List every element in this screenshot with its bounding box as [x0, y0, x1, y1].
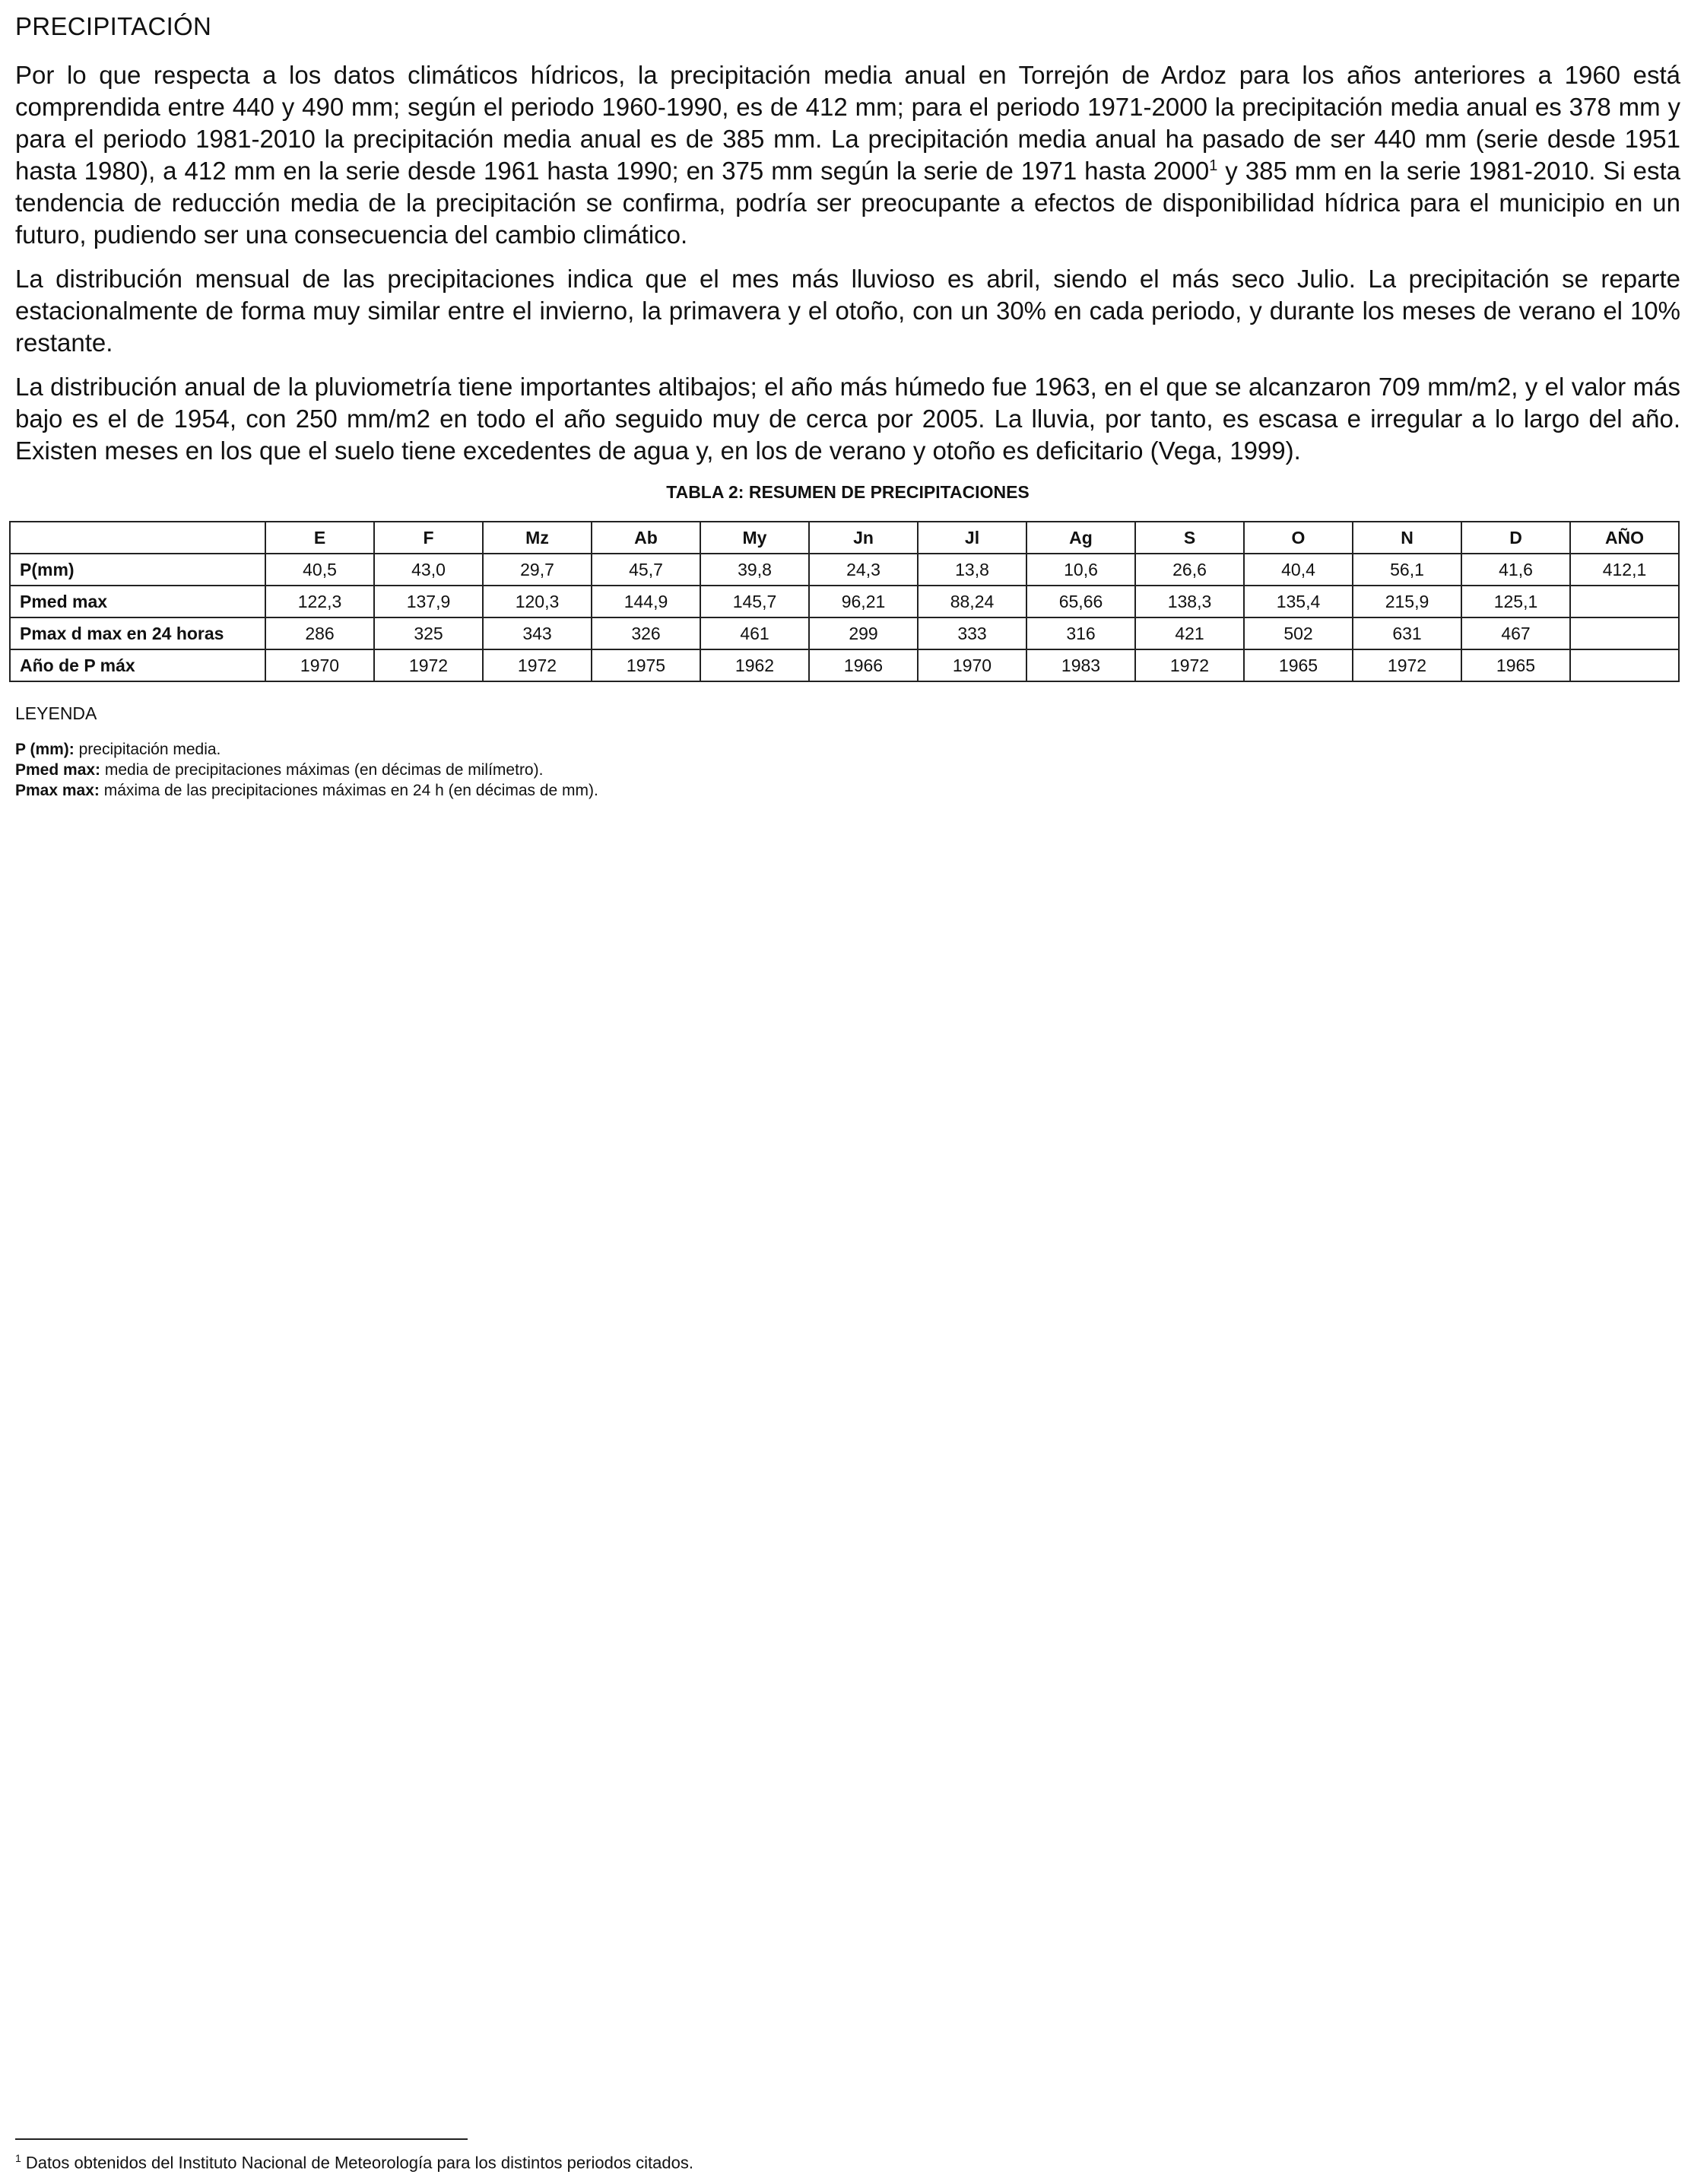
table-cell: 215,9 — [1353, 586, 1461, 617]
table-cell: 43,0 — [374, 554, 483, 586]
table-cell: 1962 — [700, 649, 809, 681]
table-cell: 1972 — [374, 649, 483, 681]
table-cell: 316 — [1026, 617, 1135, 649]
document-page — [15, 9, 1680, 801]
legend-term: Pmed max: — [15, 761, 101, 779]
table-cell: 135,4 — [1244, 586, 1353, 617]
table-cell: 1975 — [592, 649, 700, 681]
legend-description: máxima de las precipitaciones máximas en 24 h (en décimas de mm). — [99, 782, 598, 799]
table-header-cell: Ag — [1026, 522, 1135, 554]
table-cell: 1965 — [1244, 649, 1353, 681]
table-cell: 125,1 — [1461, 586, 1570, 617]
paragraph-text: y 385 mm en la serie 1981-2010. Si esta tendencia de reducción media de la precipitación se confirma, podría ser preocupante a efectos de disponibilidad hídrica para el municipio en un futuro, pudiendo ser una consecuencia del cambio climático. — [15, 157, 1681, 249]
table-row — [10, 586, 1679, 617]
table-header-cell — [10, 522, 265, 554]
table-cell: 1972 — [1353, 649, 1461, 681]
legend-term: Pmax max: — [15, 782, 100, 799]
table-cell: 10,6 — [1026, 554, 1135, 586]
table-cell: 39,8 — [700, 554, 809, 586]
row-label: Año de P máx — [10, 649, 265, 681]
table-row — [10, 649, 1679, 681]
table-cell: 137,9 — [374, 586, 483, 617]
legend-item — [15, 739, 1680, 760]
legend-term: P (mm): — [15, 741, 75, 758]
table-cell: 461 — [700, 617, 809, 649]
table-cell: 343 — [483, 617, 592, 649]
footnote-reference: 1 — [1209, 157, 1218, 174]
table-cell: 1970 — [918, 649, 1026, 681]
table-header-row — [10, 522, 1679, 554]
table-cell: 1970 — [265, 649, 374, 681]
table-cell: 1966 — [809, 649, 918, 681]
table-cell: 40,4 — [1244, 554, 1353, 586]
paragraph-annual-distribution: La distribución anual de la pluviometría tiene importantes altibajos; el año más húmedo fue 1963, en el que se alcanzaron 709 mm/m2, y el valor más bajo es el de 1954, con 250 mm/m2 en todo el año seguido muy de cerca por 2005. La lluvia, por tanto, es escasa e irregular a lo largo del año. Existen meses en los que el suelo tiene excedentes de agua y, en los de verano y otoño es deficitario (Vega, 1999). — [15, 373, 1680, 465]
legend-item — [15, 760, 1680, 780]
table-cell: 326 — [592, 617, 700, 649]
table-header-cell: My — [700, 522, 809, 554]
table-cell — [1570, 617, 1679, 649]
footnote-divider — [15, 2138, 468, 2140]
table-cell: 24,3 — [809, 554, 918, 586]
table-cell: 1972 — [483, 649, 592, 681]
footnote-text: Datos obtenidos del Instituto Nacional de Meteorología para los distintos periodos citados. — [21, 2153, 693, 2173]
precipitation-table — [9, 521, 1680, 682]
table-cell: 1972 — [1135, 649, 1244, 681]
table-header-cell: E — [265, 522, 374, 554]
table-cell: 412,1 — [1570, 554, 1679, 586]
table-cell: 144,9 — [592, 586, 700, 617]
table-cell: 145,7 — [700, 586, 809, 617]
row-label: P(mm) — [10, 554, 265, 586]
table-header-cell: N — [1353, 522, 1461, 554]
table-cell: 65,66 — [1026, 586, 1135, 617]
table-cell: 1983 — [1026, 649, 1135, 681]
paragraph-precipitation-summary — [15, 59, 1680, 251]
table-cell: 299 — [809, 617, 918, 649]
table-cell: 122,3 — [265, 586, 374, 617]
table-cell: 88,24 — [918, 586, 1026, 617]
table-header-cell: Ab — [592, 522, 700, 554]
table-cell: 502 — [1244, 617, 1353, 649]
table-cell: 138,3 — [1135, 586, 1244, 617]
table-title: TABLA 2: RESUMEN DE PRECIPITACIONES — [666, 482, 1030, 502]
paragraph-text: Por lo que respecta a los datos climáticos hídricos, la precipitación media anual en Torrejón de Ardoz para los años anteriores a 1960 está comprendida entre 440 y 490 mm; según el periodo 1960-1990, es de 412 mm; para el periodo 1971-2000 la precipitación media anual es 378 mm y para el periodo 1981-2010 la precipitación media anual es de 385 mm. La precipitación media anual ha pasado de ser 440 mm (serie desde 1951 hasta 1980), a 412 mm en la serie desde 1961 hasta 1990; en 375 mm según la serie de 1971 hasta 2000 — [15, 61, 1680, 185]
table-cell: 56,1 — [1353, 554, 1461, 586]
footnote-mark: 1 — [15, 2152, 21, 2164]
table-cell — [1570, 586, 1679, 617]
table-cell: 45,7 — [592, 554, 700, 586]
table-cell: 120,3 — [483, 586, 592, 617]
table-cell: 325 — [374, 617, 483, 649]
table-cell: 41,6 — [1461, 554, 1570, 586]
legend-description: media de precipitaciones máximas (en décimas de milímetro). — [100, 761, 544, 779]
table-cell: 333 — [918, 617, 1026, 649]
section-heading: PRECIPITACIÓN — [15, 12, 212, 40]
table-header-cell: Jl — [918, 522, 1026, 554]
row-label: Pmax d max en 24 horas — [10, 617, 265, 649]
legend-description: precipitación media. — [74, 741, 221, 758]
table-cell: 26,6 — [1135, 554, 1244, 586]
footnote — [15, 2152, 693, 2173]
table-cell: 1965 — [1461, 649, 1570, 681]
paragraph-monthly-distribution: La distribución mensual de las precipitaciones indica que el mes más lluvioso es abril, siendo el más seco Julio. La precipitación se reparte estacionalmente de forma muy similar entre el invierno, la primavera y el otoño, con un 30% en cada periodo, y durante los meses de verano el 10% restante. — [15, 265, 1680, 357]
table-cell: 631 — [1353, 617, 1461, 649]
legend-title: LEYENDA — [15, 703, 97, 723]
table-header-cell: D — [1461, 522, 1570, 554]
table-header-cell: O — [1244, 522, 1353, 554]
table-header-cell: Jn — [809, 522, 918, 554]
table-cell: 421 — [1135, 617, 1244, 649]
table-cell — [1570, 649, 1679, 681]
table-cell: 286 — [265, 617, 374, 649]
row-label: Pmed max — [10, 586, 265, 617]
table-cell: 96,21 — [809, 586, 918, 617]
table-header-cell: AÑO — [1570, 522, 1679, 554]
table-cell: 40,5 — [265, 554, 374, 586]
table-header-cell: F — [374, 522, 483, 554]
table-cell: 467 — [1461, 617, 1570, 649]
table-header-cell: S — [1135, 522, 1244, 554]
table-row — [10, 617, 1679, 649]
table-header-cell: Mz — [483, 522, 592, 554]
legend-item — [15, 780, 1680, 801]
table-row — [10, 554, 1679, 586]
table-cell: 13,8 — [918, 554, 1026, 586]
table-cell: 29,7 — [483, 554, 592, 586]
